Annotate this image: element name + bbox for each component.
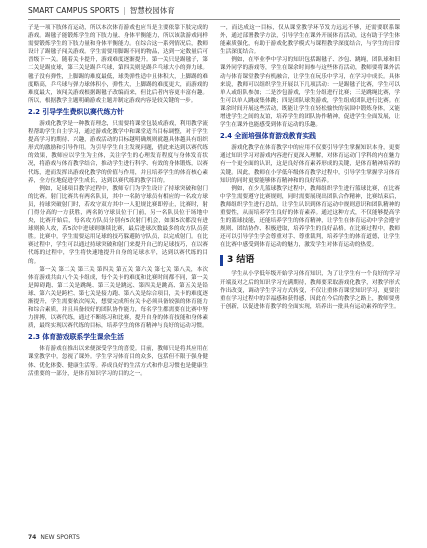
body-paragraph: 例如，在少儿篮球教学过程中，教师组织学生进行篮球比赛，在比赛中学生需要遵守比赛规则，同时需要展现出团队合作精神，比赛结束后，教师组织学生进行总结，让学生认识到体育运动中规则意识和团队精神的重要性，从而培养学生良好的体育素养。通过这种方式，不仅能够提高学生的篮球技能，还能培养学生的体育精神，让学生在体育运动中学会遵守规则、团结协作、积极进取，培养学生的良好品格。在比赛过程中，教师还可以引导学生学会尊重对手、尊重裁判，培养学生的体育道德，让学生在比赛中感受到体育运动的魅力，激发学生对体育运动的热爱。 xyxy=(220,185,400,249)
body-paragraph: 学生从小学低年级开始学习体育知识，为了让学生有一个良好的学习开端及对之后的知识学习充满期待，教师要采取游戏化教学，对教学形式作出改变，调动学生学习方式转变，不仅让重体育课堂知识学习，更要注重在学习过程中的幸福感和获得感，因此在今后的教学之路上，教师要勇于创新，以促进体育教学的全面实现，培养出一批具有运动素养的学生。 xyxy=(220,271,400,310)
page-header xyxy=(28,4,400,18)
body-paragraph: 例如，足球项目教学过程中，教师专门为学生设计了持球突破和射门的比赛。射门比赛共有两名队员，其中一名防守球员有相应的一名攻方球员，持球突破射门时，若攻守双方其中一人犯规比赛即停止，比赛时，射门得分高的一方获胜，两名防守球员位于门前，另一名队员位于场地中央，比赛开始后，每名攻方队员分别有5次射门机会，如果5次都没有进球则换人攻，若5次中进球则继续比赛，最后进球次数最多的攻方队员获胜。比赛中，学生需要运用足球的技巧躲避防守队员，以完成射门。在比赛过程中，学生可以通过持球突破和射门来提升自己的足球技巧，在以赛代练的过程中，学生将快速地提升自身的足球水平，达到以赛代练的目的。 xyxy=(28,185,208,265)
section-heading: 2.4 全面培强体育游戏教育实践 xyxy=(220,132,316,141)
left-column xyxy=(28,24,208,378)
body-paragraph: 游戏化教学是一种教育理念，只需要将课堂包装成游戏，利用教学流程帮助学生自主学习，通过游戏化教学中和课堂适当目标调整，对于学生提高学习的期待、兴趣，游戏活动的目标越明确规则就越具体越具有组织形式的激励和引导作用。为引导学生自主发现问题，借此来达到以赛代练的效果，教师应以学生为主体，关注学生的心理发育程度与身体发育状况，将游戏与体育教学结合，推动学生进行科学、有效的身体锻炼，以赛代练，进而发挥出游戏化教学的价值与作用，并且培养学生的体育核心素养，全方位地促进学生成长，达到以赛代练的教学目的。 xyxy=(28,120,208,184)
header-magazine-section: SMART CAMPUS SPORTS xyxy=(28,6,120,15)
body-paragraph: 例如，在毕业季中学习的知识包括踢毽子、沙包、跳绳，团队球和旧课外同学的游戏等，学生在课余时间参与这些体育活动，教师要将课外活动与体育课堂教学有机融合，让学生在玩乐中学习，在学习中成长。具体来说，教师可以组织学生开展以下几项活动：一是踢毽子比赛，学生可以单人或组队参加；二是沙包游戏，学生分组进行比赛；三是跳绳比赛，学生可以单人跳或集体跳；四是团队球类游戏，学生组成团队进行比赛。在课余时间开展这些活动，既能让学生在轻松愉快的氛围中锻炼身体，又能增进学生之间的友谊，培养学生的团队协作精神，促进学生全面发展，让学生在课外也能感受到体育运动的乐趣。 xyxy=(220,57,400,129)
header-divider xyxy=(28,19,400,20)
body-paragraph: 子是一项下肢体育运动，所以本次体育游戏也应当是主要依靠下肢完成的游戏。踢毽子能锻炼学生的下肢力量、身体平衡能力，所以该款游戏同样需要锻炼学生的下肢力量和身体平衡能力。在综合这一系列情况后，教师设计了踢毽子闯关游戏。学生需要用脚踢不同的物品，达到一定数量后可晋级下一关。随着关卡提升，游戏难度逐渐提升。第一关只是踢毽子，第二关是踢皮球，第三关是踢乒乓球，第四关则是踢乒乓球大小的弹力球。毽子没有弹性，上脚踢的难度最低，球类弹性适中且体积大，上脚踢的难度略高，乒乓球与弹力球体积小，弹性大，上脚踢的难度更大，而游戏的难度最大，该闯关游戏根据踢毽子改编而来，但比后者内容更丰富有趣。所以，根据教学主题明确游戏主题并制定游戏内容是较关键的一步。 xyxy=(28,25,208,104)
body-paragraph: 第一关 第二关 第三关 第四关 第五关 第六关 第七关 第八关，本次体育游戏共由八个关卡组成，每个关卡的难度和比赛时间都不同，第一关是障碍跑、第二关是跳绳、第三关是跳远、第四关是跳高、第五关是铅球、第六关是跨栏、第七关是接力跑、第八关是综合项目，关卡的难度逐渐提升，学生需要依次闯关，想要完成所有关卡必须具备较强的体育能力和综合素质，并且具备较好的团队协作能力，每名学生都需要在比赛中努力拼搏，以赛代练，通过不断练习和比赛，提升自身的体育技能和身体素质，最终实现以赛代练的目标，培养学生的体育精神与良好的运动习惯。 xyxy=(28,266,208,330)
header-separator: | xyxy=(123,6,126,15)
page-number: 74 xyxy=(28,534,37,541)
body-paragraph: 一，而达成这一目标，仅从课堂教学环节发力远远不够，还需要联系课外，通过部署教学方法，引导学生在课外开展体育活动，这有助于学生体能素质强化，有助于游戏化教学模式与课程教学深度结合，与学生的日常生活深度结合。 xyxy=(220,25,400,56)
section-heading: 2.3 体育游戏联系学生课余生活 xyxy=(28,333,124,342)
conclusion-heading: 3 结语 xyxy=(220,255,400,266)
section-heading: 2.2 引导学生费炽以赛代练方针 xyxy=(28,107,124,116)
header-column-title: 智慧校园体育 xyxy=(129,6,175,15)
page-footer xyxy=(28,534,80,541)
body-paragraph: 体育游戏在推出以来便深受学生的喜爱。目前，教师只是将其应用在课堂教学中，忽视了课外。学生学习体育目的众多，包括但不限于强身健体、优化体姿、健康生活等。养成良好的生活方式和作息习惯也是健康生活重要的一部分，是体育知识学习的目的之一。 xyxy=(28,346,208,377)
body-paragraph: 游戏化教学在体育教学中的应用不仅要引导学生掌握知识本身，更要通过知识学习对游戏内容进行更深入理解，对体育运动门学科的内在魅力有一个更全面的认识，这是良好体育素养形成的关键，是体育精神培养的关键。因此，教师在小学低年级体育教学过程中，引导学生掌握学习体育知识的同时更要能够体育精神和的良好培养。 xyxy=(220,145,400,184)
footer-magazine-name: NEW SPORTS xyxy=(40,534,80,541)
right-column xyxy=(220,24,400,311)
